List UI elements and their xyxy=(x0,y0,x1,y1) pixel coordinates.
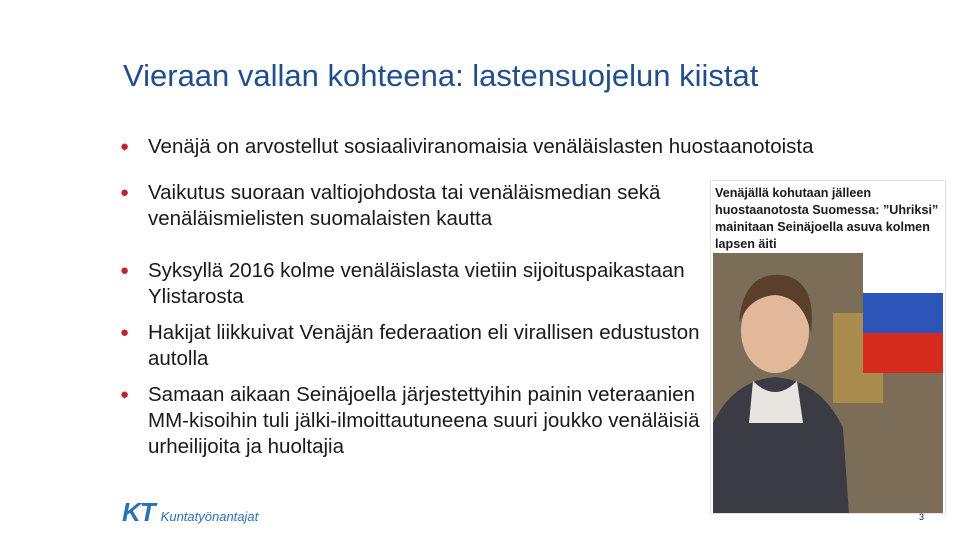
bullet-text: Syksyllä 2016 kolme venäläislasta vietiin sijoituspaikastaan Ylistarosta xyxy=(148,259,685,308)
slide-title: Vieraan vallan kohteena: lastensuojelun kiistat xyxy=(123,58,759,93)
news-clipping xyxy=(710,180,946,514)
clipping-headline: Venäjällä kohutaan jälleen huostaanotosta Suomessa: ”Uhriksi” mainitaan Seinäjoella asuva kolmen lapsen äiti xyxy=(715,186,939,251)
bullet-item xyxy=(120,382,710,460)
bullet-icon: ● xyxy=(120,386,130,403)
bullet-item xyxy=(120,258,710,310)
portrait-illustration xyxy=(713,253,943,514)
bullet-text: Hakijat liikkuivat Venäjän federaation eli virallisen edustuston autolla xyxy=(148,321,700,370)
bullet-icon: ● xyxy=(120,184,130,201)
bullet-item xyxy=(120,134,940,160)
page-number: 3 xyxy=(919,512,925,522)
bullet-icon: ● xyxy=(120,324,130,341)
clipping-photo xyxy=(713,253,943,514)
bullet-text: Vaikutus suoraan valtiojohdosta tai venäläismedian sekä venäläismielisten suomalaisten kautta xyxy=(148,181,661,230)
kt-logo xyxy=(122,497,258,528)
bullet-icon: ● xyxy=(120,138,130,155)
bullet-icon: ● xyxy=(120,262,130,279)
bullet-text: Venäjä on arvostellut sosiaaliviranomaisia venäläislasten huostaanotoista xyxy=(148,135,814,158)
bullet-item xyxy=(120,320,710,372)
bullet-text: Samaan aikaan Seinäjoella järjestettyihin painin veteraanien MM-kisoihin tuli jälki-ilmoittautuneena suuri joukko venäläisiä urheilijoita ja huoltajia xyxy=(148,383,700,458)
logo-text: Kuntatyönantajat xyxy=(160,509,259,524)
bullet-item xyxy=(120,180,710,232)
logo-mark: KT xyxy=(122,497,155,527)
